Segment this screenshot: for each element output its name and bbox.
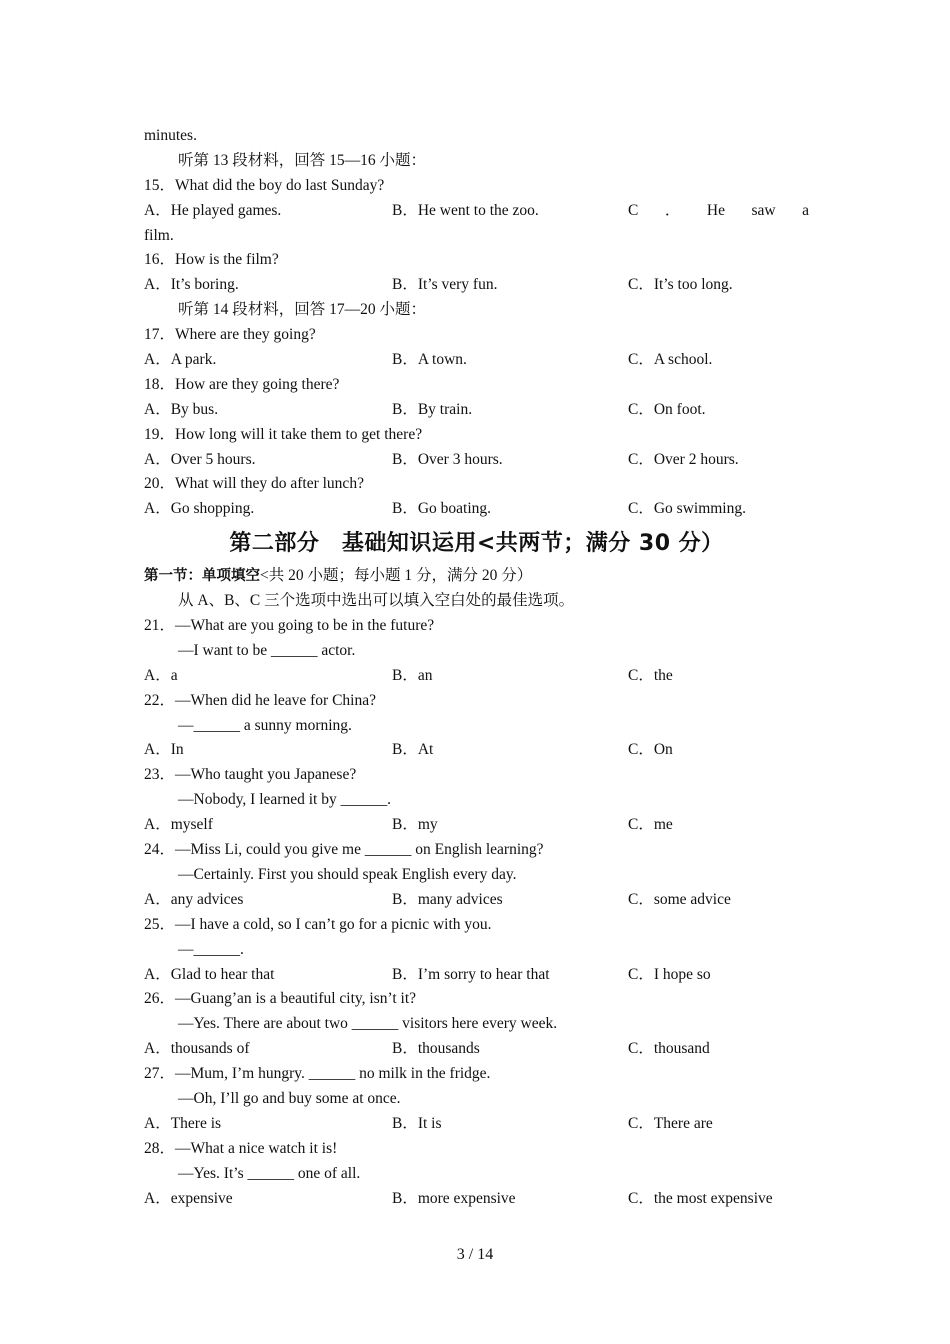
text-line: film.: [144, 226, 174, 244]
option-a: A．There is: [144, 1114, 222, 1132]
section-title: [144, 564, 809, 589]
question-stem: 28．—What a nice watch it is!: [144, 1139, 338, 1157]
option-c: C．some advice: [628, 890, 731, 908]
question-reply: —I want to be ______ actor.: [178, 641, 356, 659]
listening-instruction: 听第 13 段材料，回答 15—16 小题：: [178, 151, 427, 169]
question-reply: —Certainly. First you should speak English every day.: [178, 865, 517, 883]
option-b: B．At: [392, 741, 434, 759]
question-reply: —______ a sunny morning.: [178, 716, 352, 734]
option-a: A．Over 5 hours.: [144, 450, 256, 468]
option-a: A．Glad to hear that: [144, 965, 275, 983]
option-a: A．thousands of: [144, 1040, 250, 1058]
option-a: A．myself: [144, 816, 213, 834]
question-reply: —Oh, I’ll go and buy some at once.: [178, 1089, 401, 1107]
option-c: C．me: [628, 816, 673, 834]
option-row: [144, 1187, 809, 1212]
question-19: 19．How long will it take them to get there?: [144, 425, 423, 443]
option-a: A．By bus.: [144, 400, 219, 418]
question-stem: 27．—Mum, I’m hungry. ______ no milk in the fridge.: [144, 1065, 491, 1083]
question-stem: 22．—When did he leave for China?: [144, 691, 376, 709]
question-15: 15．What did the boy do last Sunday?: [144, 176, 385, 194]
question-stem: 24．—Miss Li, could you give me ______ on English learning?: [144, 841, 544, 859]
option-a: A．It’s boring.: [144, 276, 239, 294]
option-a: A．any advices: [144, 890, 244, 908]
options-19: [144, 448, 809, 473]
question-stem: 21．—What are you going to be in the future?: [144, 617, 435, 635]
question-17: 17．Where are they going?: [144, 326, 316, 344]
option-b: B．A town.: [392, 351, 467, 369]
option-c: C．There are: [628, 1114, 713, 1132]
option-c: C．I hope so: [628, 965, 711, 983]
option-a: A．He played games.: [144, 201, 282, 219]
question-stem: 25．—I have a cold, so I can’t go for a picnic with you.: [144, 915, 492, 933]
page-content: [144, 124, 809, 1211]
option-c: C．A school.: [628, 351, 713, 369]
options-16: [144, 273, 809, 298]
text-line: minutes.: [144, 127, 197, 144]
option-c: C．thousand: [628, 1040, 710, 1058]
option-c-justified: [628, 199, 809, 224]
question-18: 18．How are they going there?: [144, 375, 340, 393]
options-17: [144, 348, 809, 373]
question-reply: —______.: [178, 940, 244, 958]
option-c-part: C: [628, 201, 639, 219]
option-b: B．Go boating.: [392, 500, 492, 518]
option-a: A．expensive: [144, 1189, 233, 1207]
option-a: A．Go shopping.: [144, 500, 255, 518]
option-b: B．It is: [392, 1114, 442, 1132]
question-reply: —Yes. There are about two ______ visitors here every week.: [178, 1015, 558, 1033]
question-20: 20．What will they do after lunch?: [144, 475, 364, 493]
option-b: B．my: [392, 816, 438, 834]
option-c-part: He: [706, 201, 725, 219]
option-c: C．On foot.: [628, 400, 706, 418]
option-b: B．He went to the zoo.: [392, 201, 539, 219]
option-a: A．A park.: [144, 351, 217, 369]
section-instruction: 从 A、B、C 三个选项中选出可以填入空白处的最佳选项。: [178, 592, 575, 610]
option-b: B．thousands: [392, 1040, 480, 1058]
part-heading: 第二部分 基础知识运用<共两节；满分 30 分）: [229, 531, 724, 557]
option-c: C．the most expensive: [628, 1189, 773, 1207]
option-row: [144, 813, 809, 838]
question-reply: —Yes. It’s ______ one of all.: [178, 1164, 361, 1182]
section-title-bold: 第一节：单项填空: [144, 568, 260, 585]
option-c: C．Over 2 hours.: [628, 450, 739, 468]
option-c-part: a: [802, 201, 809, 219]
option-b: B．many advices: [392, 890, 503, 908]
options-15: [144, 199, 809, 224]
option-b: B．It’s very fun.: [392, 276, 498, 294]
question-list: [144, 614, 809, 1211]
option-c: C．Go swimming.: [628, 500, 746, 518]
option-b: B．By train.: [392, 400, 473, 418]
section-title-rest: <共 20 小题；每小题 1 分，满分 20 分）: [260, 567, 533, 585]
option-row: [144, 664, 809, 689]
options-18: [144, 398, 809, 423]
option-b: B．an: [392, 666, 433, 684]
option-row: [144, 1112, 809, 1137]
listening-instruction: 听第 14 段材料，回答 17—20 小题：: [178, 301, 427, 319]
option-c-part: saw: [751, 201, 776, 219]
option-row: [144, 738, 809, 763]
question-stem: 26．—Guang’an is a beautiful city, isn’t it?: [144, 990, 417, 1008]
option-row: [144, 963, 809, 988]
question-reply: —Nobody, I learned it by ______.: [178, 791, 391, 809]
option-a: A．a: [144, 666, 178, 684]
option-c: C．On: [628, 741, 673, 759]
option-c-part: ．: [664, 201, 681, 219]
page-number: 3 / 14: [456, 1246, 494, 1263]
question-stem: 23．—Who taught you Japanese?: [144, 766, 357, 784]
option-b: B．more expensive: [392, 1189, 516, 1207]
option-a: A．In: [144, 741, 184, 759]
option-b: B．Over 3 hours.: [392, 450, 503, 468]
question-16: 16．How is the film?: [144, 251, 279, 269]
options-20: [144, 497, 809, 522]
option-c: C．the: [628, 666, 673, 684]
option-c: C．It’s too long.: [628, 276, 733, 294]
option-b: B．I’m sorry to hear that: [392, 965, 550, 983]
option-row: [144, 1037, 809, 1062]
option-row: [144, 888, 809, 913]
